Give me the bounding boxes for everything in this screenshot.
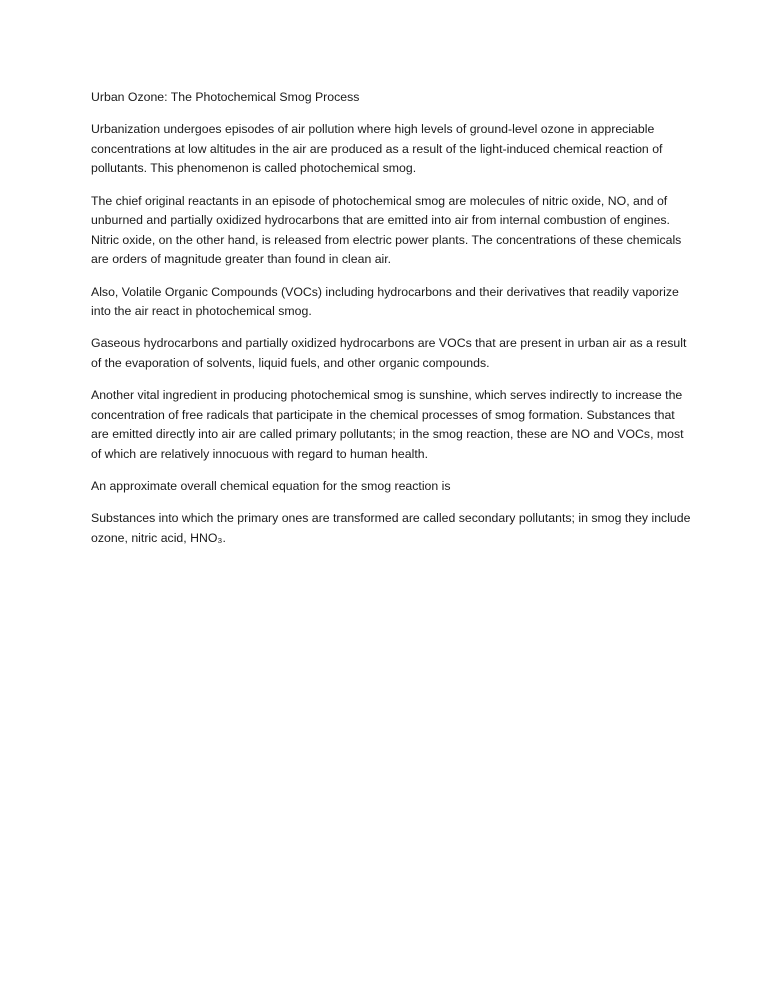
paragraph-vocs: Also, Volatile Organic Compounds (VOCs) including hydrocarbons and their derivatives that readily vaporize into the air react in photochemical smog. — [91, 284, 679, 319]
paragraph-hydrocarbons: Gaseous hydrocarbons and partially oxidized hydrocarbons are VOCs that are present in urban air as a result of the evaporation of solvents, liquid fuels, and other organic compounds. — [91, 336, 687, 370]
paragraph-reactants: The chief original reactants in an episode of photochemical smog are molecules of nitric oxide, NO, and of unburned and partially oxidized hydrocarbons that are emitted into air from internal combustion of engines. Nitric oxide, on the other hand, is released from electric power plants. The concentrations of these chemicals are orders of magnitude greater than found in clean air. — [91, 193, 682, 267]
paragraph-equation: An approximate overall chemical equation for the smog reaction is — [91, 479, 451, 494]
document-body — [91, 88, 691, 561]
document-title: Urban Ozone: The Photochemical Smog Process — [91, 90, 360, 104]
paragraph-sunshine: Another vital ingredient in producing photochemical smog is sunshine, which serves indirectly to increase the concentration of free radicals that participate in the chemical processes of smog formation. Substances that are emitted directly into air are called primary pollutants; in the smog reaction, these are NO and VOCs, most of which are relatively innocuous with regard to human health. — [91, 388, 684, 461]
paragraph-intro: Urbanization undergoes episodes of air pollution where high levels of ground-level ozone in appreciable concentrations at low altitudes in the air are produced as a result of the light-induced chemical reaction of pollutants. This phenomenon is called photochemical smog. — [91, 122, 663, 176]
paragraph-secondary-pollutants: Substances into which the primary ones are transformed are called secondary pollutants; in smog they include ozone, nitric acid, HNO₃. — [91, 511, 691, 545]
